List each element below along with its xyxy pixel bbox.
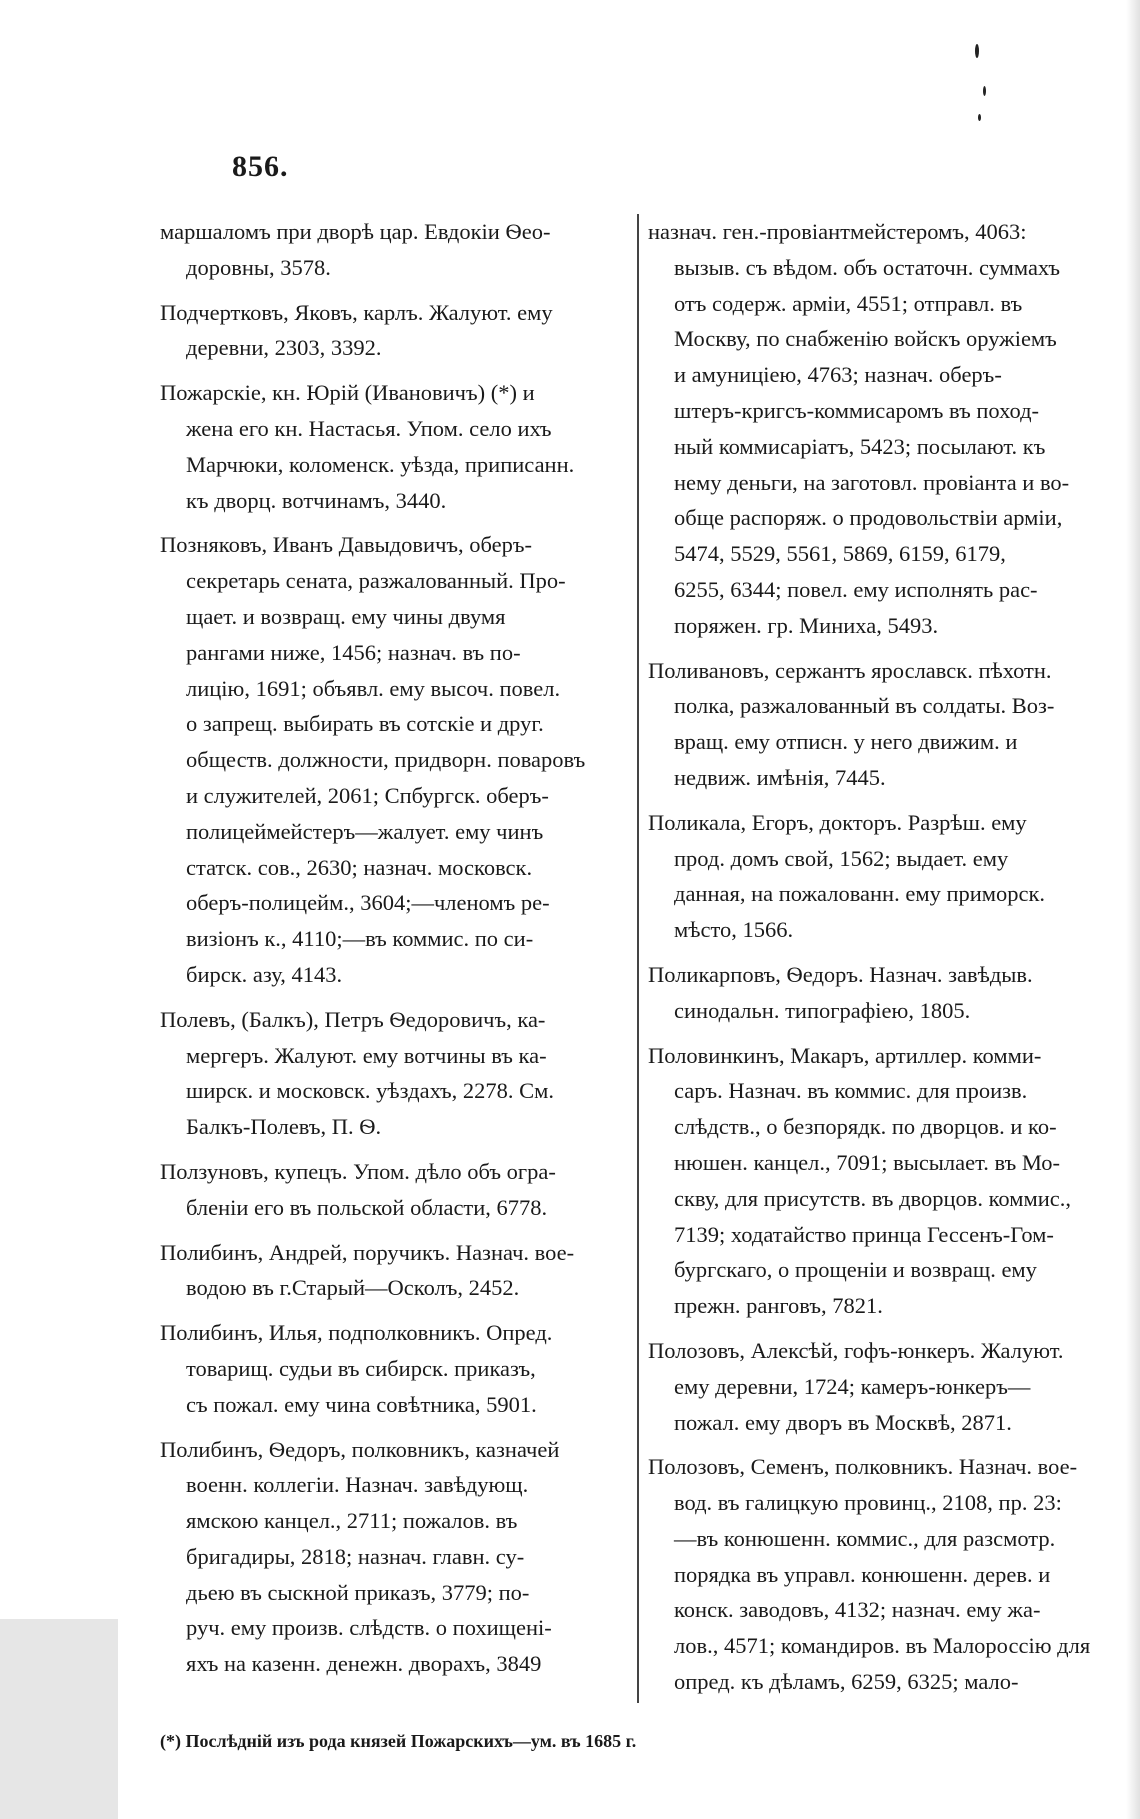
scan-speck xyxy=(978,114,981,121)
entry-text-line: щает. и возвращ. ему чины двумя xyxy=(186,603,506,629)
entry-text-line: вызыв. съ вѣдом. объ остаточн. суммахъ xyxy=(674,254,1060,280)
entry-text-line: и амуниціею, 4763; назнач. оберъ- xyxy=(674,362,1002,388)
entry-heading-line: Полибинъ, Андрей, поручикъ. Назнач. вое- xyxy=(160,1239,575,1265)
entry-heading-line: Полибинъ, Ѳедоръ, полковникъ, казначей xyxy=(160,1436,560,1462)
index-entry xyxy=(648,1038,1118,1324)
index-entry xyxy=(648,653,1118,796)
entry-text-line: бургскаго, о прощеніи и возвращ. ему xyxy=(674,1257,1037,1283)
entry-text-line: обще распоряж. о продовольствіи арміи, xyxy=(674,505,1063,531)
entry-heading-line: Поликарповъ, Ѳедоръ. Назнач. завѣдыв. xyxy=(648,961,1033,987)
scan-speck xyxy=(975,44,979,58)
entry-heading-line: Половинкинъ, Макаръ, артиллер. комми- xyxy=(648,1042,1042,1068)
entry-text-line: порядка въ управл. конюшенн. дерев. и xyxy=(674,1561,1051,1587)
index-entry xyxy=(160,1432,630,1683)
entry-text-line: оберъ-полицейм., 3604;—членомъ ре- xyxy=(186,890,550,916)
entry-text-line: лов., 4571; командиров. въ Малороссію для xyxy=(674,1633,1091,1659)
index-entry xyxy=(160,1235,630,1307)
entry-text-line: обществ. должности, придворн. поваровъ xyxy=(186,747,586,773)
entry-text-line: ширск. и московск. уѣздахъ, 2278. См. xyxy=(186,1078,554,1104)
entry-text-line: и служителей, 2061; Спбургск. оберъ- xyxy=(186,782,549,808)
entry-text-line: статск. сов., 2630; назнач. московск. xyxy=(186,854,533,880)
entry-text-line: вод. въ галицкую провинц., 2108, пр. 23: xyxy=(674,1490,1062,1516)
entry-text-line: военн. коллегіи. Назнач. завѣдующ. xyxy=(186,1472,529,1498)
column-divider xyxy=(637,214,639,1703)
entry-heading-line: Позняковъ, Иванъ Давыдовичъ, оберъ- xyxy=(160,532,533,558)
entry-text-line: штеръ-кригсъ-коммисаромъ въ поход- xyxy=(674,397,1040,423)
entry-text-line: бленіи его въ польской области, 6778. xyxy=(186,1194,548,1220)
entry-text-line: Марчюки, коломенск. уѣзда, приписанн. xyxy=(186,451,575,477)
index-entry xyxy=(648,214,1118,644)
entry-text-line: рангами ниже, 1456; назнач. въ по- xyxy=(186,639,521,665)
scan-corner-shadow xyxy=(0,1619,118,1819)
entry-heading-line: Полевъ, (Балкъ), Петръ Ѳедоровичъ, ка- xyxy=(160,1006,546,1032)
entry-text-line: бирск. азу, 4143. xyxy=(186,961,343,987)
entry-text-line: руч. ему произв. слѣдств. о похищені- xyxy=(186,1615,552,1641)
entry-text-line: къ дворц. вотчинамъ, 3440. xyxy=(186,487,447,513)
entry-text-line: 7139; ходатайство принца Гессенъ-Гом- xyxy=(674,1221,1054,1247)
entry-text-line: 5474, 5529, 5561, 5869, 6159, 6179, xyxy=(674,541,1006,567)
entry-heading-line: назнач. ген.-провіантмейстеромъ, 4063: xyxy=(648,219,1027,244)
entry-text-line: съ пожал. ему чина совѣтника, 5901. xyxy=(186,1391,537,1417)
entry-text-line: прежн. ранговъ, 7821. xyxy=(674,1293,883,1319)
entry-text-line: нюшен. канцел., 7091; высылает. въ Мо- xyxy=(674,1149,1061,1175)
entry-text-line: Балкъ-Полевъ, П. Ѳ. xyxy=(186,1114,382,1140)
entry-text-line: мѣсто, 1566. xyxy=(674,917,794,943)
index-entry xyxy=(160,375,630,518)
entry-text-line: прод. домъ свой, 1562; выдает. ему xyxy=(674,845,1009,871)
index-entry xyxy=(648,1333,1118,1440)
entry-text-line: 6255, 6344; повел. ему исполнять рас- xyxy=(674,576,1038,602)
index-entry xyxy=(160,295,630,367)
footnote: (*) Послѣдній изъ рода князей Пожарскихъ—ум. въ 1685 г. xyxy=(160,1730,637,1751)
entry-text-line: недвиж. имѣнія, 7445. xyxy=(674,764,886,790)
entry-text-line: деревни, 2303, 3392. xyxy=(186,335,382,361)
entry-text-line: полка, разжалованный въ солдаты. Воз- xyxy=(674,693,1055,719)
entry-text-line: доровны, 3578. xyxy=(186,254,331,280)
entry-text-line: поряжен. гр. Миниха, 5493. xyxy=(674,612,939,638)
entry-text-line: ямскою канцел., 2711; пожалов. въ xyxy=(186,1508,518,1534)
scan-speck xyxy=(983,86,986,96)
index-entry xyxy=(648,1449,1118,1700)
entry-heading-line: Полозовъ, Алексѣй, гофъ-юнкеръ. Жалуют. xyxy=(648,1337,1064,1363)
entry-text-line: —въ конюшенн. коммис., для разсмотр. xyxy=(674,1525,1056,1551)
entry-text-line: ему деревни, 1724; камеръ-юнкеръ— xyxy=(674,1373,1031,1399)
entry-text-line: вращ. ему отписн. у него движим. и xyxy=(674,729,1018,755)
entry-text-line: данная, на пожалованн. ему приморск. xyxy=(674,881,1046,907)
entry-text-line: товарищ. судьи въ сибирск. приказъ, xyxy=(186,1355,536,1381)
entry-text-line: слѣдств., о безпорядк. по дворцов. и ко- xyxy=(674,1114,1057,1140)
entry-heading-line: Поликала, Егоръ, докторъ. Разрѣш. ему xyxy=(648,809,1027,835)
entry-text-line: полицеймейстеръ—жалует. ему чинъ xyxy=(186,818,544,844)
entry-text-line: саръ. Назнач. въ коммис. для произв. xyxy=(674,1078,1028,1104)
page-number: 856. xyxy=(232,150,289,183)
scan-edge-shadow xyxy=(1126,0,1140,1819)
entry-heading-line: Ползуновъ, купецъ. Упом. дѣло объ огра- xyxy=(160,1158,556,1184)
index-entry xyxy=(160,214,630,286)
index-entry xyxy=(160,1315,630,1422)
entry-text-line: жена его кн. Настасья. Упом. село ихъ xyxy=(186,415,552,441)
index-entry xyxy=(648,805,1118,948)
entry-text-line: конск. заводовъ, 4132; назнач. ему жа- xyxy=(674,1597,1041,1623)
entry-text-line: водою въ г.Старый—Осколъ, 2452. xyxy=(186,1275,520,1301)
entry-text-line: визіонъ к., 4110;—въ коммис. по си- xyxy=(186,926,534,952)
index-entry xyxy=(160,527,630,992)
entry-heading-line: Подчертковъ, Яковъ, карлъ. Жалуют. ему xyxy=(160,299,553,325)
entry-text-line: мергеръ. Жалуют. ему вотчины въ ка- xyxy=(186,1042,547,1068)
index-entry xyxy=(160,1154,630,1226)
entry-heading-line: Полозовъ, Семенъ, полковникъ. Назнач. вое- xyxy=(648,1454,1078,1480)
entry-text-line: дьею въ сыскной приказъ, 3779; по- xyxy=(186,1579,530,1605)
entry-text-line: бригадиры, 2818; назнач. главн. су- xyxy=(186,1543,525,1569)
left-column xyxy=(160,214,630,1691)
entry-text-line: пожал. ему дворъ въ Москвѣ, 2871. xyxy=(674,1409,1012,1435)
index-entry xyxy=(648,957,1118,1029)
entry-text-line: яхъ на казенн. денежн. дворахъ, 3849 xyxy=(186,1651,542,1677)
entry-heading-line: Полибинъ, Илья, подполковникъ. Опред. xyxy=(160,1320,553,1346)
entry-text-line: о запрещ. выбирать въ сотскіе и друг. xyxy=(186,711,544,737)
entry-heading-line: Поливановъ, сержантъ ярославск. пѣхотн. xyxy=(648,657,1052,683)
index-entry xyxy=(160,1002,630,1145)
entry-text-line: лицію, 1691; объявл. ему высоч. повел. xyxy=(186,675,561,701)
entry-text-line: опред. къ дѣламъ, 6259, 6325; мало- xyxy=(674,1669,1019,1695)
entry-text-line: секретарь сената, разжалованный. Про- xyxy=(186,568,566,594)
entry-text-line: скву, для присутств. въ дворцов. коммис., xyxy=(674,1185,1072,1211)
entry-text-line: Москву, по снабженію войскъ оружіемъ xyxy=(674,326,1057,352)
entry-text-line: отъ содерж. арміи, 4551; отправл. въ xyxy=(674,290,1023,316)
entry-text-line: синодальн. типографіею, 1805. xyxy=(674,997,971,1023)
entry-text-line: ный коммисаріатъ, 5423; посылают. къ xyxy=(674,433,1046,459)
entry-heading-line: маршаломъ при дворѣ цар. Евдокіи Ѳео- xyxy=(160,219,551,244)
right-column xyxy=(648,214,1118,1709)
entry-text-line: нему деньги, на заготовл. провіанта и во- xyxy=(674,469,1070,495)
entry-heading-line: Пожарскіе, кн. Юрій (Ивановичъ) (*) и xyxy=(160,380,535,406)
